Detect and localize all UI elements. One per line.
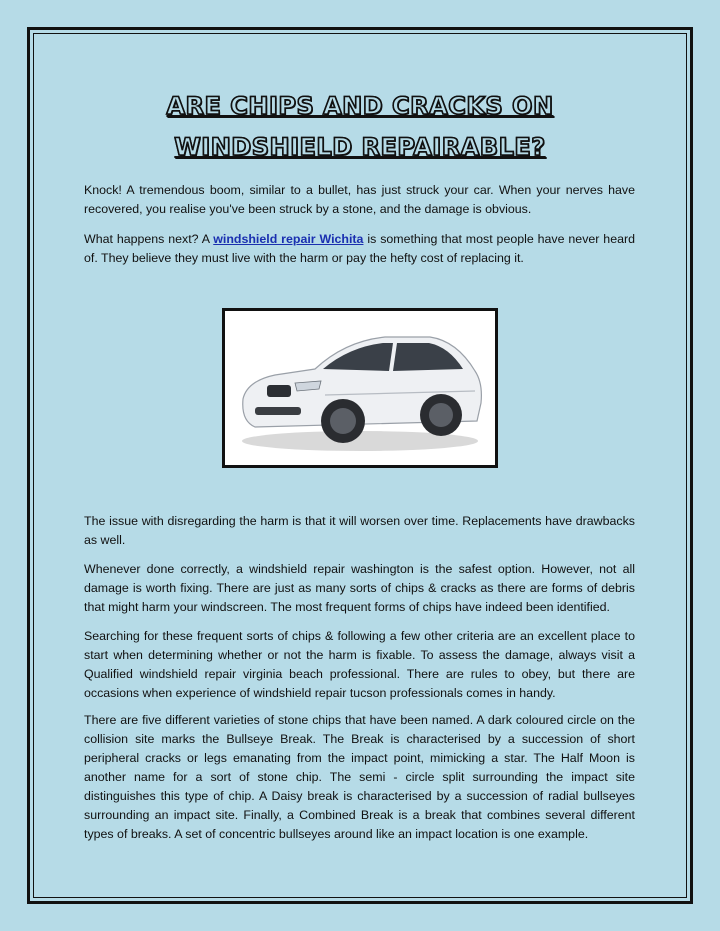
paragraph-issue: The issue with disregarding the harm is that it will worsen over time. Replacements have drawbacks as well. [84,514,635,547]
windshield-repair-wichita-link[interactable]: windshield repair Wichita [213,232,364,246]
paragraph-correct-repair: Whenever done correctly, a windshield repair washington is the safest option. However, not all damage is worth fixing. There are just as many sorts of chips & cracks as there are forms of debris that might harm your windscreen. The most frequent forms of chips have indeed been identified. [84,562,635,614]
paragraph-intro: Knock! A tremendous boom, similar to a bullet, has just struck your car. When your nerves have recovered, you realise you've been struck by a stone, and the damage is obvious. [84,183,635,216]
paragraph-criteria: Searching for these frequent sorts of chips & following a few other criteria are an excellent place to start when determining whether or not the harm is fixable. To assess the damage, always visit a Qualified windshield repair virginia beach professional. There are rules to obey, but there are occasions when experience of windshield repair tucson professionals comes in handy. [84,629,635,700]
paragraph-chip-types: There are five different varieties of stone chips that have been named. A dark coloured circle on the collision site marks the Bullseye Break. The Break is characterised by a succession of short peripheral cracks or legs emanating from the impact point, mimicking a star. The Half Moon is another name for a sort of stone chip. The semi - circle split surrounding the impact site distinguishes this type of chip. A Daisy break is characterised by a succession of radial bullseyes surrounding an impact site. Finally, a Combined Break is a break that combines several different types of breaks. A set of concentric bullseyes around like an impact location is one example. [84,713,635,841]
paragraph-text: is something that most people have never heard of. They believe they must live with the harm or pay the hefty cost of replacing it. [84,232,635,265]
page-title: ARE CHIPS AND CRACKS ON WINDSHIELD REPAIRABLE? [166,92,554,161]
paragraph-text: What happens next? A [84,232,214,246]
white-suv-image [225,311,495,465]
car-photo [222,308,498,468]
paragraph-what-next [84,230,635,268]
